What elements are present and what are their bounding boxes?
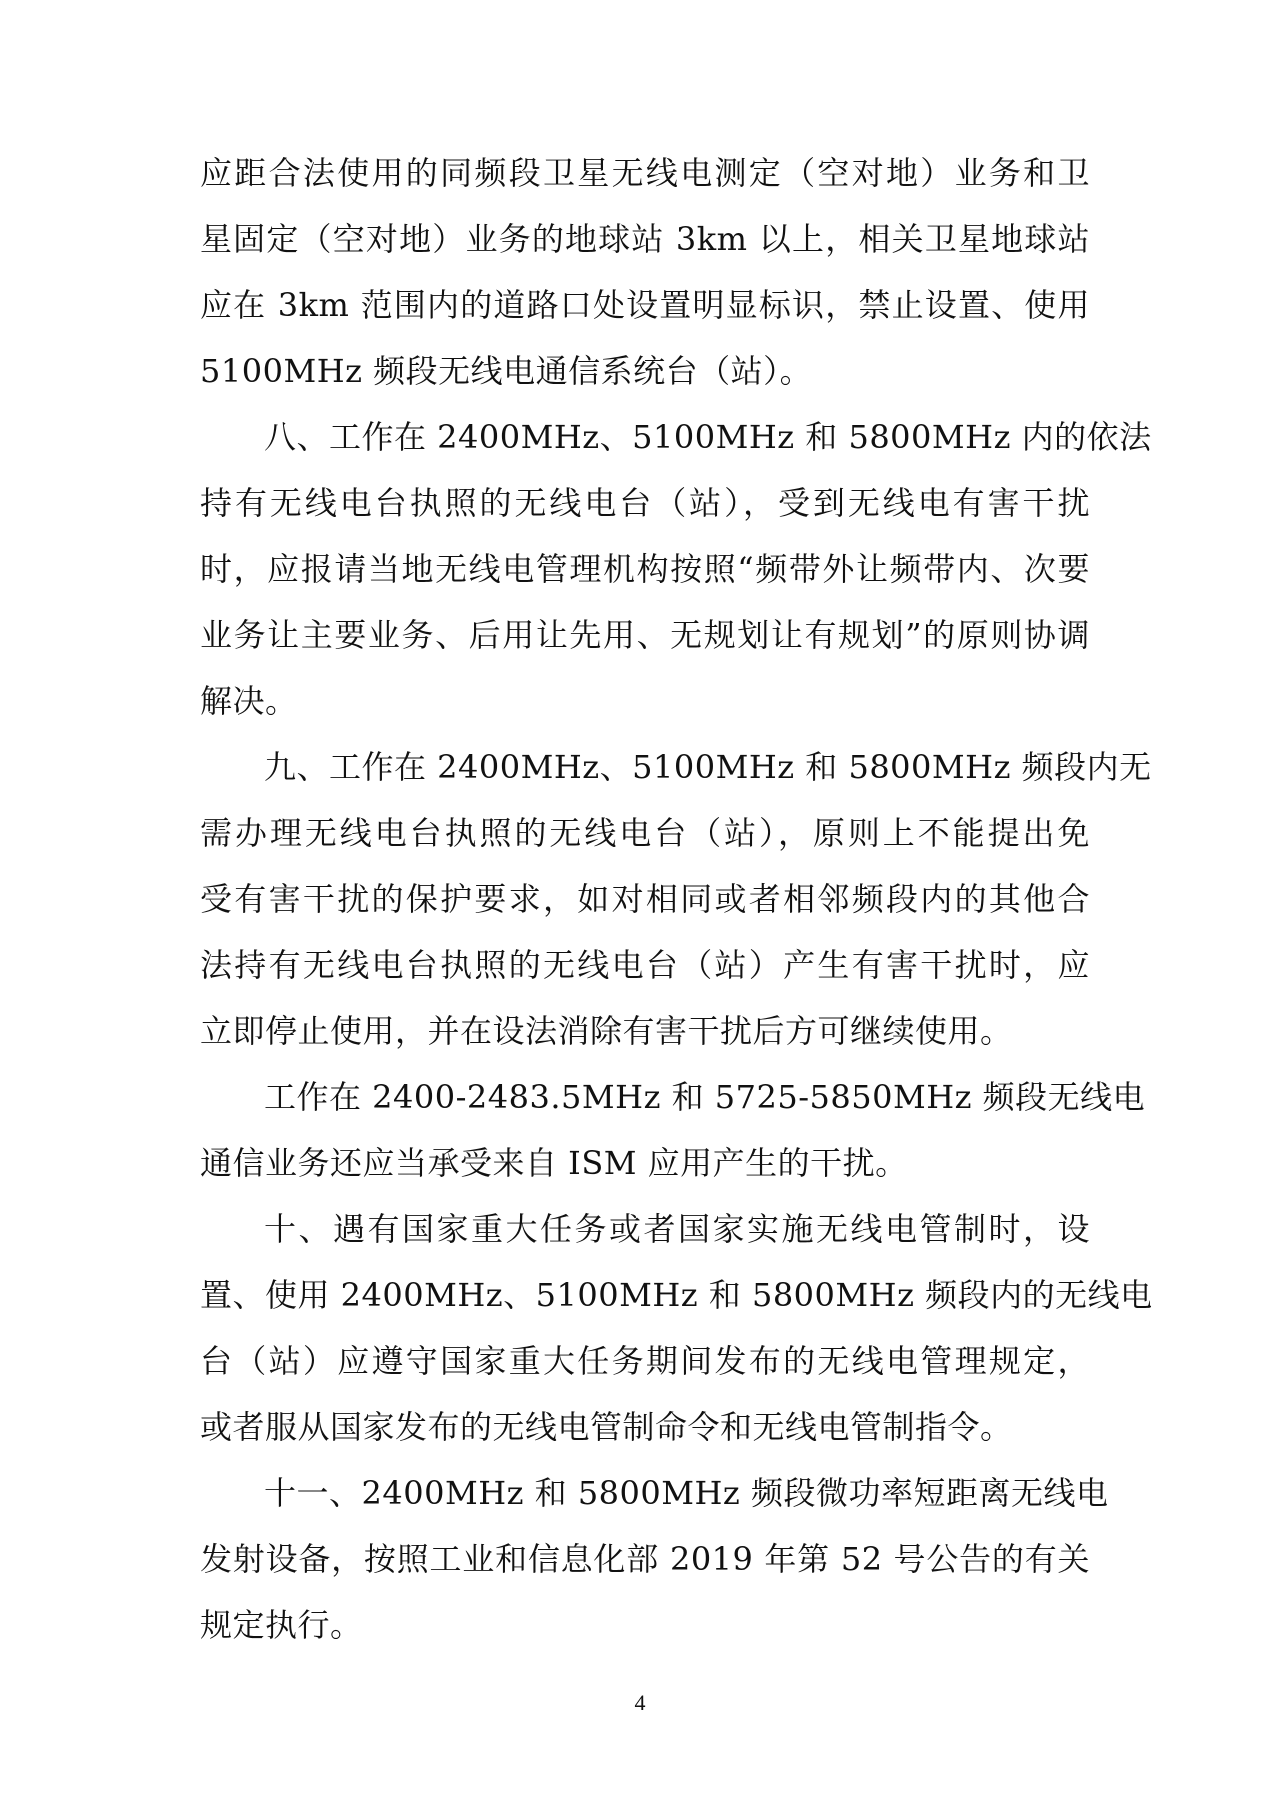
body-text	[200, 140, 1153, 1658]
text-line: 通信业务还应当承受来自 ISM 应用产生的干扰。	[200, 1144, 908, 1182]
paragraph-10-line: 十、遇有国家重大任务或者国家实施无线电管制时，设	[264, 1210, 1090, 1248]
text-line: 立即停止使用，并在设法消除有害干扰后方可继续使用。	[200, 1012, 1013, 1050]
text-line: 法持有无线电台执照的无线电台（站）产生有害干扰时，应	[200, 946, 1090, 984]
text-line: 应在 3km 范围内的道路口处设置明显标识，禁止设置、使用	[200, 286, 1090, 324]
text-line: 受有害干扰的保护要求，如对相同或者相邻频段内的其他合	[200, 880, 1090, 918]
text-line: 发射设备，按照工业和信息化部 2019 年第 52 号公告的有关	[200, 1540, 1090, 1578]
text-line: 业务让主要业务、后用让先用、无规划让有规划”的原则协调	[200, 616, 1090, 654]
text-line: 5100MHz 频段无线电通信系统台（站）。	[200, 352, 813, 390]
page-number: 4	[634, 1690, 646, 1715]
text-line: 持有无线电台执照的无线电台（站），受到无线电有害干扰	[200, 484, 1090, 522]
paragraph-9-line: 九、工作在 2400MHz、5100MHz 和 5800MHz 频段内无	[264, 748, 1152, 786]
text-line: 置、使用 2400MHz、5100MHz 和 5800MHz 频段内的无线电	[200, 1276, 1153, 1314]
text-line: 星固定（空对地）业务的地球站 3km 以上，相关卫星地球站	[200, 220, 1090, 258]
paragraph-ism-line: 工作在 2400-2483.5MHz 和 5725-5850MHz 频段无线电	[264, 1078, 1146, 1116]
text-line: 需办理无线电台执照的无线电台（站），原则上不能提出免	[200, 814, 1090, 852]
text-line: 台（站）应遵守国家重大任务期间发布的无线电管理规定，	[200, 1342, 1090, 1380]
text-line: 时，应报请当地无线电管理机构按照“频带外让频带内、次要	[200, 550, 1090, 588]
text-line: 应距合法使用的同频段卫星无线电测定（空对地）业务和卫	[200, 154, 1090, 192]
text-line: 解决。	[200, 682, 298, 720]
paragraph-8-line: 八、工作在 2400MHz、5100MHz 和 5800MHz 内的依法	[264, 418, 1152, 456]
text-line: 或者服从国家发布的无线电管制命令和无线电管制指令。	[200, 1408, 1013, 1446]
paragraph-11-line: 十一、2400MHz 和 5800MHz 频段微功率短距离无线电	[264, 1474, 1109, 1512]
text-line: 规定执行。	[200, 1606, 363, 1644]
